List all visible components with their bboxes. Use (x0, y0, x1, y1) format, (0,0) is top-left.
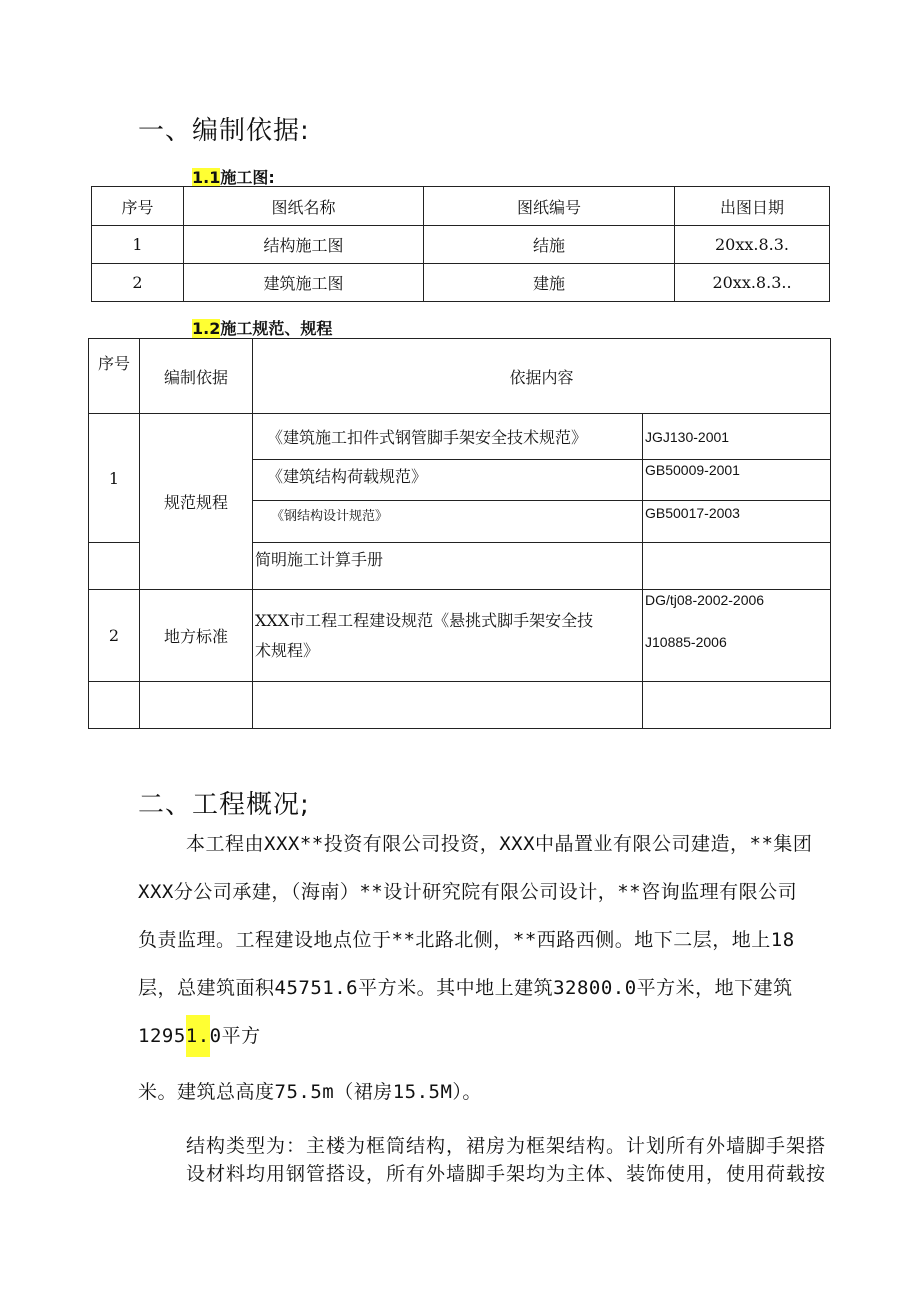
table-row (89, 590, 831, 682)
cell-index: 1 (92, 226, 184, 264)
overview-line-5-a: 1295 (138, 1025, 186, 1047)
overview-line-6: 米。建筑总高度75.5m（裙房15.5M）。 (138, 1081, 482, 1103)
cell-local-standard-codes (643, 590, 831, 682)
overview-line-1: 本工程由XXX**投资有限公司投资，XXX中晶置业有限公司建造，**集团 (186, 833, 813, 855)
cell-standard-code-empty (643, 543, 831, 590)
col-header-index: 序号 (89, 339, 140, 414)
local-standard-line-2: 术规程》 (255, 640, 320, 660)
standards-table (88, 338, 831, 729)
overview-line-3: 负责监理。工程建设地点位于**北路北侧，**西路西侧。地下二层，地上18 (138, 929, 795, 951)
col-header-basis: 编制依据 (140, 339, 253, 414)
local-standard-line-1: XXX市工程工程建设规范《悬挑式脚手架安全技 (255, 610, 594, 630)
subsection-1-1-heading (192, 165, 275, 188)
table-row-empty (89, 682, 831, 729)
overview-line-5-b: 0平方 (209, 1025, 261, 1047)
table-row (89, 414, 831, 460)
subsection-1-2-heading (192, 316, 332, 339)
cell-standard-name: 简明施工计算手册 (253, 543, 643, 590)
overview-line-4: 层，总建筑面积45751.6平方米。其中地上建筑32800.0平方米，地下建筑 (138, 977, 793, 999)
subsection-1-2-text: 施工规范、规程 (220, 319, 333, 338)
section-1-title: 一、编制依据: (138, 116, 310, 146)
cell-drawing-name: 结构施工图 (184, 226, 424, 264)
col-header-index: 序号 (92, 187, 184, 226)
structure-line-2: 设材料均用钢管搭设，所有外墙脚手架均为主体、装饰使用，使用荷载按 (186, 1163, 827, 1185)
table-row (92, 264, 830, 302)
local-standard-code-2: J10885-2006 (645, 634, 727, 650)
cell-local-standard (253, 590, 643, 682)
cell-drawing-number: 结施 (424, 226, 675, 264)
cell-index: 1 (89, 414, 140, 543)
table-header-row (89, 339, 831, 414)
cell-standard-name: 《钢结构设计规范》 (253, 501, 643, 543)
drawings-table (91, 186, 830, 302)
col-header-drawing-name: 图纸名称 (184, 187, 424, 226)
cell-drawing-name: 建筑施工图 (184, 264, 424, 302)
cell-drawing-number: 建施 (424, 264, 675, 302)
cell-index: 2 (89, 590, 140, 682)
col-header-issue-date: 出图日期 (675, 187, 830, 226)
cell-issue-date: 20xx.8.3. (675, 226, 830, 264)
subsection-1-1-text: 施工图: (220, 168, 275, 187)
cell-standard-code: JGJ130-2001 (643, 414, 831, 460)
cell-issue-date: 20xx.8.3.. (675, 264, 830, 302)
cell-standard-name: 《建筑施工扣件式钢管脚手架安全技术规范》 (253, 414, 643, 460)
local-standard-code-1: DG/tj08-2002-2006 (645, 592, 765, 608)
cell-basis: 规范规程 (140, 414, 253, 590)
table-row (92, 226, 830, 264)
cell-index: 2 (92, 264, 184, 302)
cell-standard-name: 《建筑结构荷载规范》 (253, 460, 643, 501)
table-header-row (92, 187, 830, 226)
subsection-1-1-number: 1.1 (192, 168, 221, 187)
subsection-1-2-number: 1.2 (192, 319, 221, 338)
cell-basis: 地方标准 (140, 590, 253, 682)
cell-index-empty (89, 543, 140, 590)
cell-standard-code: GB50009-2001 (643, 460, 831, 501)
section-2-title: 二、工程概况; (138, 790, 310, 820)
col-header-content: 依据内容 (253, 339, 831, 414)
cell-standard-code: GB50017-2003 (643, 501, 831, 543)
overview-line-5 (138, 1023, 261, 1050)
overview-line-2: XXX分公司承建，（海南）**设计研究院有限公司设计，**咨询监理有限公司 (138, 881, 798, 903)
structure-line-1: 结构类型为：主楼为框筒结构，裙房为框架结构。计划所有外墙脚手架搭 (186, 1135, 827, 1157)
col-header-drawing-number: 图纸编号 (424, 187, 675, 226)
overview-line-5-highlight: 1. (186, 1015, 210, 1057)
